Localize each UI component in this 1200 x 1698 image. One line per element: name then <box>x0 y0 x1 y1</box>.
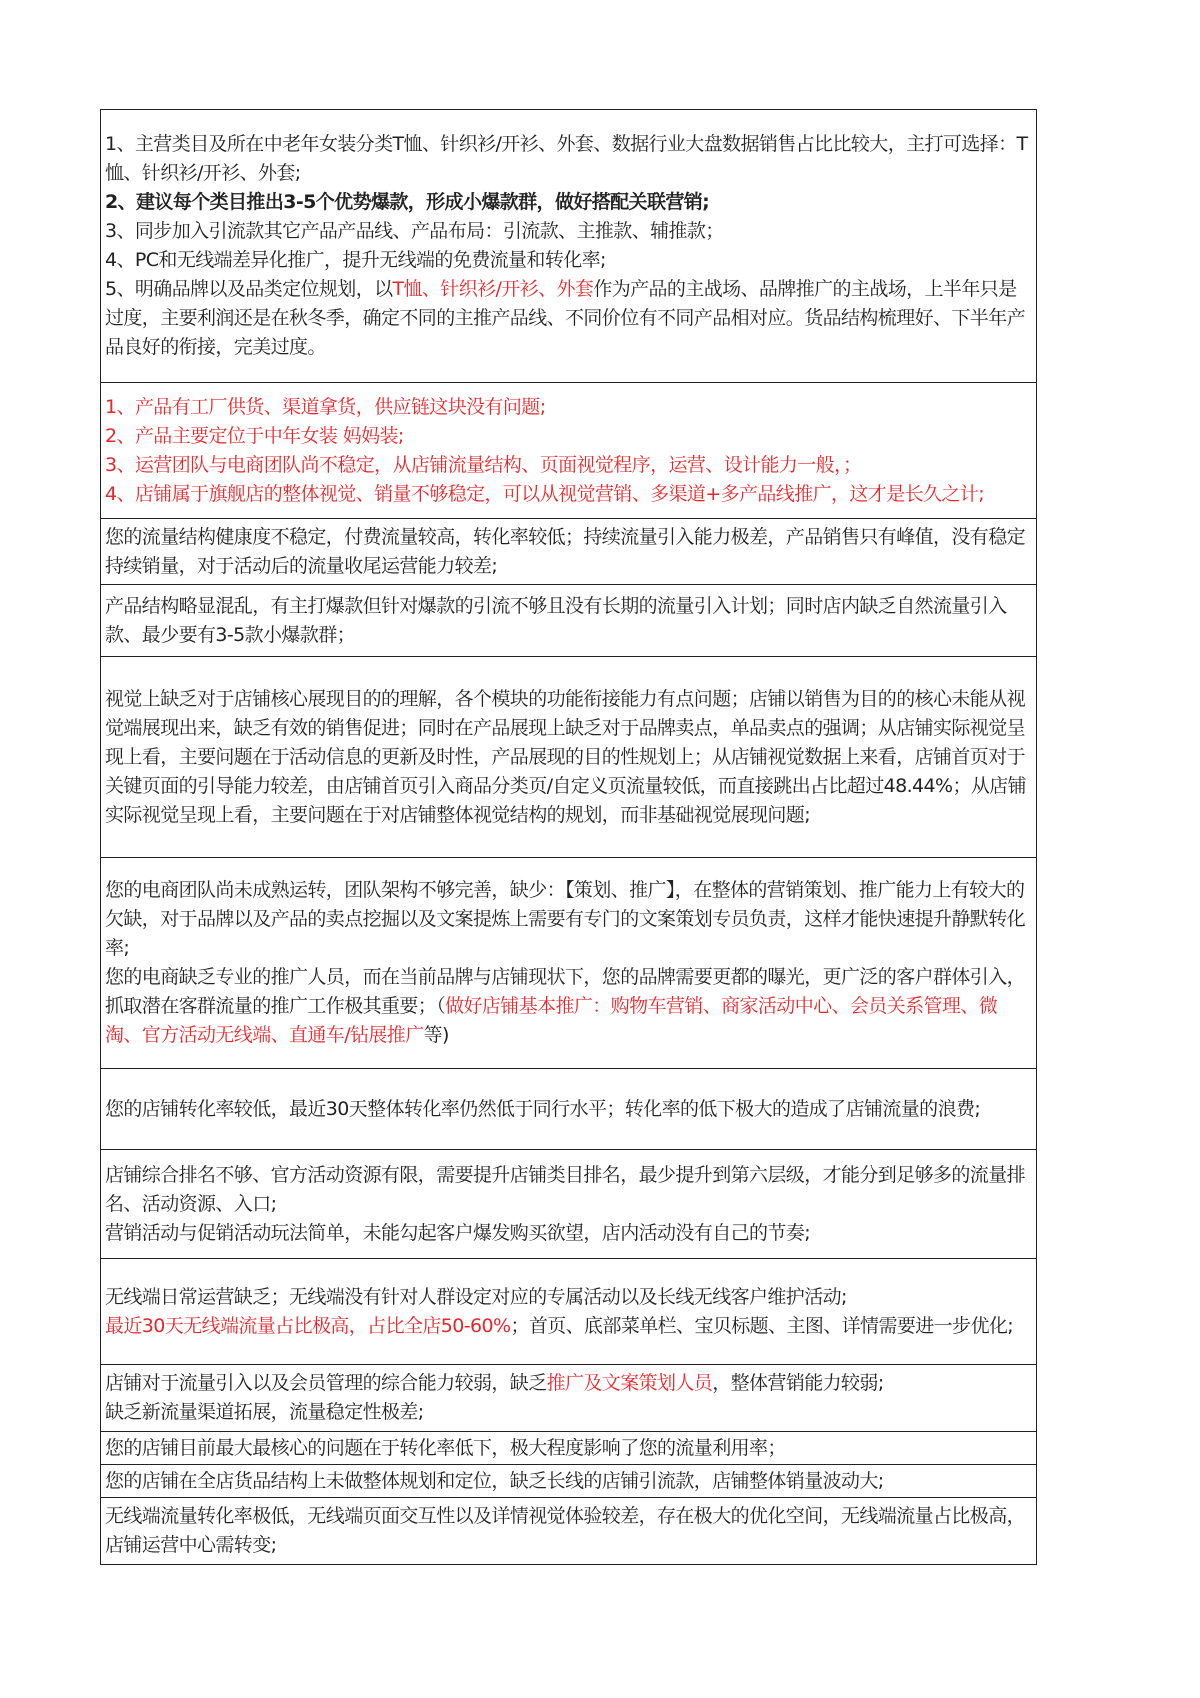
highlighted-text: 做好店铺基本推广：购物车营销、商家活动中心、会员关系管理、微淘、官方活动无线端、直通车/钻展推广 <box>105 995 998 1046</box>
highlighted-text: 4、店铺属于旗舰店的整体视觉、销量不够稳定，可以从视觉营销、多渠道+多产品线推广，这才是长久之计; <box>105 482 985 505</box>
text-segment: 您的店铺转化率较低，最近30天整体转化率仍然低于同行水平；转化率的低下极大的造成了店铺流量的浪费; <box>105 1097 981 1120</box>
text-segment: 等) <box>423 1024 449 1046</box>
text-segment: 店铺对于流量引入以及会员管理的综合能力较弱，缺乏 <box>105 1372 547 1394</box>
text-segment: 产品结构略显混乱，有主打爆款但针对爆款的引流不够且没有长期的流量引入计划；同时店内缺乏自然流量引入款、最少要有3-5款小爆款群； <box>105 594 1007 646</box>
text-segment: 5、明确品牌以及品类定位规划，以 <box>105 278 393 300</box>
table-row-traffic-membership <box>101 1365 1036 1432</box>
analysis-table <box>100 109 1037 1565</box>
highlighted-text: 1、产品有工厂供货、渠道拿货，供应链这块没有问题; <box>105 395 546 418</box>
text-line <box>105 1161 1032 1219</box>
table-row-conversion-rate <box>101 1069 1036 1150</box>
highlighted-text: 2、产品主要定位于中年女装 妈妈装; <box>105 424 404 447</box>
table-row-team-diagnosis <box>101 858 1036 1069</box>
text-segment: 您的流量结构健康度不稳定，付费流量较高，转化率较低；持续流量引入能力极差，产品销售只有峰值，没有稳定持续销量，对于活动后的流量收尾运营能力较差; <box>105 525 1026 577</box>
table-row-supply-chain-summary <box>101 383 1036 519</box>
text-segment: ；首页、底部菜单栏、宝贝标题、主图、详情需要进一步优化; <box>510 1314 1014 1337</box>
highlighted-text: 推广及文案策划人员 <box>546 1372 713 1394</box>
text-line <box>105 1283 1032 1312</box>
text-segment: 1、主营类目及所在中老年女装分类T恤、针织衫/开衫、外套、数据行业大盘数据销售占比比较大，主打可选择：T恤、针织衫/开衫、外套; <box>105 133 1028 184</box>
highlighted-text: 最近30天无线端流量占比极高，占比全店50-60% <box>105 1314 511 1337</box>
text-line <box>105 1312 1032 1341</box>
text-line <box>105 523 1032 581</box>
text-segment: 3、同步加入引流款其它产品产品线、产品布局：引流款、主推款、辅推款； <box>105 220 724 242</box>
text-segment: 缺乏新流量渠道拓展，流量稳定性极差; <box>105 1401 424 1423</box>
text-segment: 您的电商团队尚未成熟运转，团队架构不够完善，缺少：【策划、推广】，在整体的营销策划、推广能力上有较大的欠缺，对于品牌以及产品的卖点挖掘以及文案提炼上需要有专门的文案策划专员负责，这样才能快速提升静默转化率; <box>105 879 1026 959</box>
text-line <box>105 275 1032 362</box>
text-line <box>105 1502 1032 1560</box>
text-line <box>105 451 1032 480</box>
text-segment: 店铺综合排名不够、官方活动资源有限，需要提升店铺类目排名，最少提升到第六层级，才能分到足够多的流量排名、活动资源、入口; <box>105 1163 1026 1215</box>
text-line <box>105 963 1032 1050</box>
text-segment: 营销活动与促销活动玩法简单，未能勾起客户爆发购买欲望，店内活动没有自己的节奏; <box>105 1221 811 1244</box>
text-line <box>105 876 1032 963</box>
text-segment: 作为产品的主战场、品牌推广的主战场，上半年只是过度，主要利润还是在秋冬季，确定不同的主推产品线、不同价位有不同产品相对应。货品结构梳理好、下半年产品良好的衔接，完美过度。 <box>105 278 1026 358</box>
table-row-ranking-activity <box>101 1150 1036 1259</box>
text-line <box>105 1219 1032 1248</box>
text-segment: 您的店铺在全店货品结构上未做整体规划和定位，缺乏长线的店铺引流款，店铺整体销量波动大; <box>105 1469 884 1492</box>
highlighted-text: T恤、针织衫/开衫、外套 <box>392 278 594 300</box>
text-segment: 无线端流量转化率极低，无线端页面交互性以及详情视觉体验较差，存在极大的优化空间，无线端流量占比极高，店铺运营中心需转变; <box>105 1505 1026 1556</box>
text-segment: 2、建议每个类目推出3-5个优势爆款，形成小爆款群，做好搭配关联营销; <box>105 191 710 213</box>
table-row-traffic-structure <box>101 519 1036 585</box>
text-segment: 4、PC和无线端差异化推广，提升无线端的免费流量和转化率; <box>105 249 606 271</box>
text-line <box>105 393 1032 422</box>
text-line <box>105 422 1032 451</box>
text-segment: ，整体营销能力较弱; <box>712 1372 884 1394</box>
text-line <box>105 1434 1032 1463</box>
text-segment: 无线端日常运营缺乏；无线端没有针对人群设定对应的专属活动以及长线无线客户维护活动; <box>105 1285 847 1308</box>
text-segment: 您的店铺目前最大最核心的问题在于转化率低下，极大程度影响了您的流量利用率； <box>105 1436 786 1459</box>
text-line <box>105 130 1032 188</box>
table-row-mobile-operation <box>101 1259 1036 1365</box>
text-line <box>105 1398 1032 1427</box>
text-segment: 视觉上缺乏对于店铺核心展现目的的理解，各个模块的功能衔接能力有点问题；店铺以销售为目的的核心未能从视觉端展现出来，缺乏有效的销售促进；同时在产品展现上缺乏对于品牌卖点，单品卖点的强调；从店铺实际视觉呈现上看，主要问题在于活动信息的更新及时性，产品展现的目的性规划上；从店铺视觉数据上来看，店铺首页对于关键页面的引导能力较差，由店铺首页引入商品分类页/自定义页流量较低，而直接跳出占比超过48.44%；从店铺实际视觉呈现上看，主要问题在于对店铺整体视觉结构的规划，而非基础视觉展现问题; <box>105 687 1027 826</box>
table-row-product-structure <box>101 585 1036 657</box>
table-row-core-problem <box>101 1432 1036 1465</box>
text-line <box>105 592 1032 650</box>
table-row-mobile-conversion <box>101 1498 1036 1564</box>
table-row-visual-diagnosis <box>101 657 1036 858</box>
text-line <box>105 1467 1032 1496</box>
table-row-category-strategy <box>101 110 1036 383</box>
text-line <box>105 217 1032 246</box>
text-line <box>105 188 1032 217</box>
text-line <box>105 246 1032 275</box>
highlighted-text: 3、运营团队与电商团队尚不稳定，从店铺流量结构、页面视觉程序，运营、设计能力一般，； <box>105 453 862 476</box>
text-line <box>105 1369 1032 1398</box>
text-segment: 您的电商缺乏专业的推广人员，而在当前品牌与店铺现状下，您的品牌需要更都的曝光，更广泛的客户群体引入，抓取潜在客群流量的推广工作极其重要；（ <box>105 966 1026 1017</box>
table-row-product-planning <box>101 1465 1036 1498</box>
text-line <box>105 480 1032 509</box>
text-line <box>105 1095 1032 1124</box>
text-line <box>105 685 1032 830</box>
